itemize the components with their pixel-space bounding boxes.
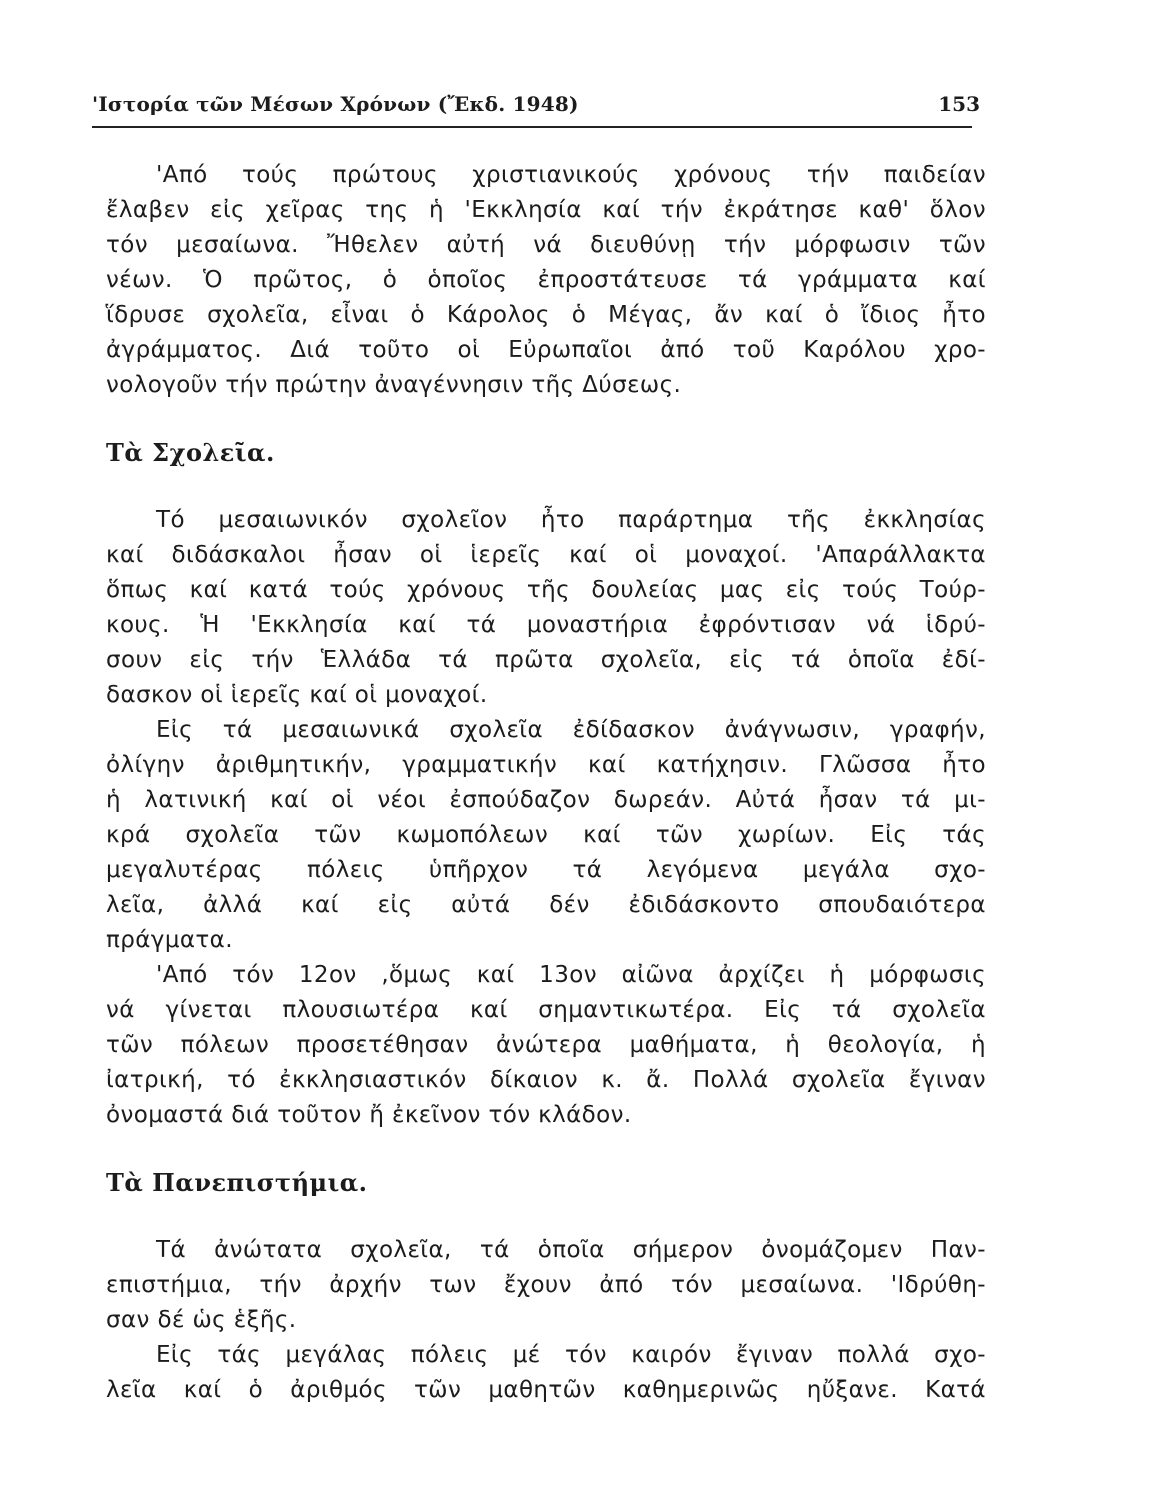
text-line: λεῖα, ἀλλά καί εἰς αὐτά δέν ἐδιδάσκοντο σπουδαιότερα [106, 892, 986, 918]
text-line: επιστήμια, τήν ἀρχήν των ἔχουν ἀπό τόν μεσαίωνα. 'Ιδρύθη- [106, 1272, 986, 1298]
page-number: 153 [938, 92, 980, 116]
text-line: Τά ἀνώτατα σχολεῖα, τά ὁποῖα σήμερον ὀνομάζομεν Παν- [156, 1237, 986, 1263]
text-line: 'Από τόν 12ον ,ὅμως καί 13ον αἰῶνα ἀρχίζει ἡ μόρφωσις [156, 962, 986, 988]
text-line: ὀλίγην ἀριθμητικήν, γραμματικήν καί κατήχησιν. Γλῶσσα ἦτο [106, 752, 986, 778]
section-heading-schools: Τὰ Σχολεῖα. [106, 438, 275, 467]
text-line: ἡ λατινική καί οἱ νέοι ἐσπούδαζον δωρεάν. Αὐτά ἦσαν τά μι- [106, 787, 986, 813]
paragraph-schools [106, 503, 986, 713]
text-line: νά γίνεται πλουσιωτέρα καί σημαντικωτέρα. Εἰς τά σχολεῖα [106, 997, 986, 1023]
text-line: ἀγράμματος. Διά τοῦτο οἱ Εὐρωπαῖοι ἀπό τοῦ Καρόλου χρο- [106, 337, 986, 363]
text-line: τῶν πόλεων προσετέθησαν ἀνώτερα μαθήματα, ἡ θεολογία, ἡ [106, 1032, 986, 1058]
paragraph-12th-century [106, 958, 986, 1133]
text-line: ὅπως καί κατά τούς χρόνους τῆς δουλείας μας εἰς τούς Τούρ- [106, 577, 986, 603]
text-line: νέων. Ὁ πρῶτος, ὁ ὁποῖος ἐπροστάτευσε τά γράμματα καί [106, 267, 986, 293]
text-line: ἵδρυσε σχολεῖα, εἶναι ὁ Κάρολος ὁ Μέγας, ἄν καί ὁ ἴδιος ἦτο [106, 302, 986, 328]
section-heading-universities: Τὰ Πανεπιστήμια. [106, 1168, 368, 1197]
text-line: τόν μεσαίωνα. Ἤθελεν αὐτή νά διευθύνῃ τήν μόρφωσιν τῶν [106, 232, 986, 258]
text-line: πράγματα. [106, 927, 233, 953]
text-line: Εἰς τά μεσαιωνικά σχολεῖα ἐδίδασκον ἀνάγνωσιν, γραφήν, [156, 717, 986, 743]
paragraph-intro [106, 158, 986, 403]
text-line: Εἰς τάς μεγάλας πόλεις μέ τόν καιρόν ἔγιναν πολλά σχο- [156, 1342, 986, 1368]
text-line: κρά σχολεῖα τῶν κωμοπόλεων καί τῶν χωρίων. Εἰς τάς [106, 822, 986, 848]
text-line: λεῖα καί ὁ ἀριθμός τῶν μαθητῶν καθημερινῶς ηὔξανε. Κατά [106, 1377, 986, 1403]
text-line: ἰατρική, τό ἐκκλησιαστικόν δίκαιον κ. ἄ. Πολλά σχολεῖα ἔγιναν [106, 1067, 986, 1093]
text-line: ὀνομαστά διά τοῦτον ἤ ἐκεῖνον τόν κλάδον. [106, 1102, 632, 1128]
paragraph-universities [106, 1233, 986, 1338]
text-line: δασκον οἱ ἱερεῖς καί οἱ μοναχοί. [106, 682, 488, 708]
paragraph-growth [106, 1338, 986, 1408]
running-header [92, 92, 980, 128]
text-line: νολογοῦν τήν πρώτην ἀναγέννησιν τῆς Δύσεως. [106, 372, 682, 398]
text-line: σαν δέ ὡς ἑξῆς. [106, 1307, 297, 1333]
text-line: κους. Ἡ 'Εκκλησία καί τά μοναστήρια ἐφρόντισαν νά ἱδρύ- [106, 612, 986, 638]
paragraph-curriculum [106, 713, 986, 958]
text-line: 'Από τούς πρώτους χριστιανικούς χρόνους τήν παιδείαν [156, 162, 986, 188]
text-line: καί διδάσκαλοι ἦσαν οἱ ἱερεῖς καί οἱ μοναχοί. 'Απαράλλακτα [106, 542, 986, 568]
header-title: 'Ιστορία τῶν Μέσων Χρόνων (Ἔκδ. 1948) [92, 92, 579, 116]
text-line: μεγαλυτέρας πόλεις ὑπῆρχον τά λεγόμενα μεγάλα σχο- [106, 857, 986, 883]
text-line: σουν εἰς τήν Ἑλλάδα τά πρῶτα σχολεῖα, εἰς τά ὁποῖα ἐδί- [106, 647, 986, 673]
text-line: ἔλαβεν εἰς χεῖρας της ἡ 'Εκκλησία καί τήν ἐκράτησε καθ' ὅλον [106, 197, 986, 223]
text-line: Τό μεσαιωνικόν σχολεῖον ἦτο παράρτημα τῆς ἐκκλησίας [156, 507, 986, 533]
